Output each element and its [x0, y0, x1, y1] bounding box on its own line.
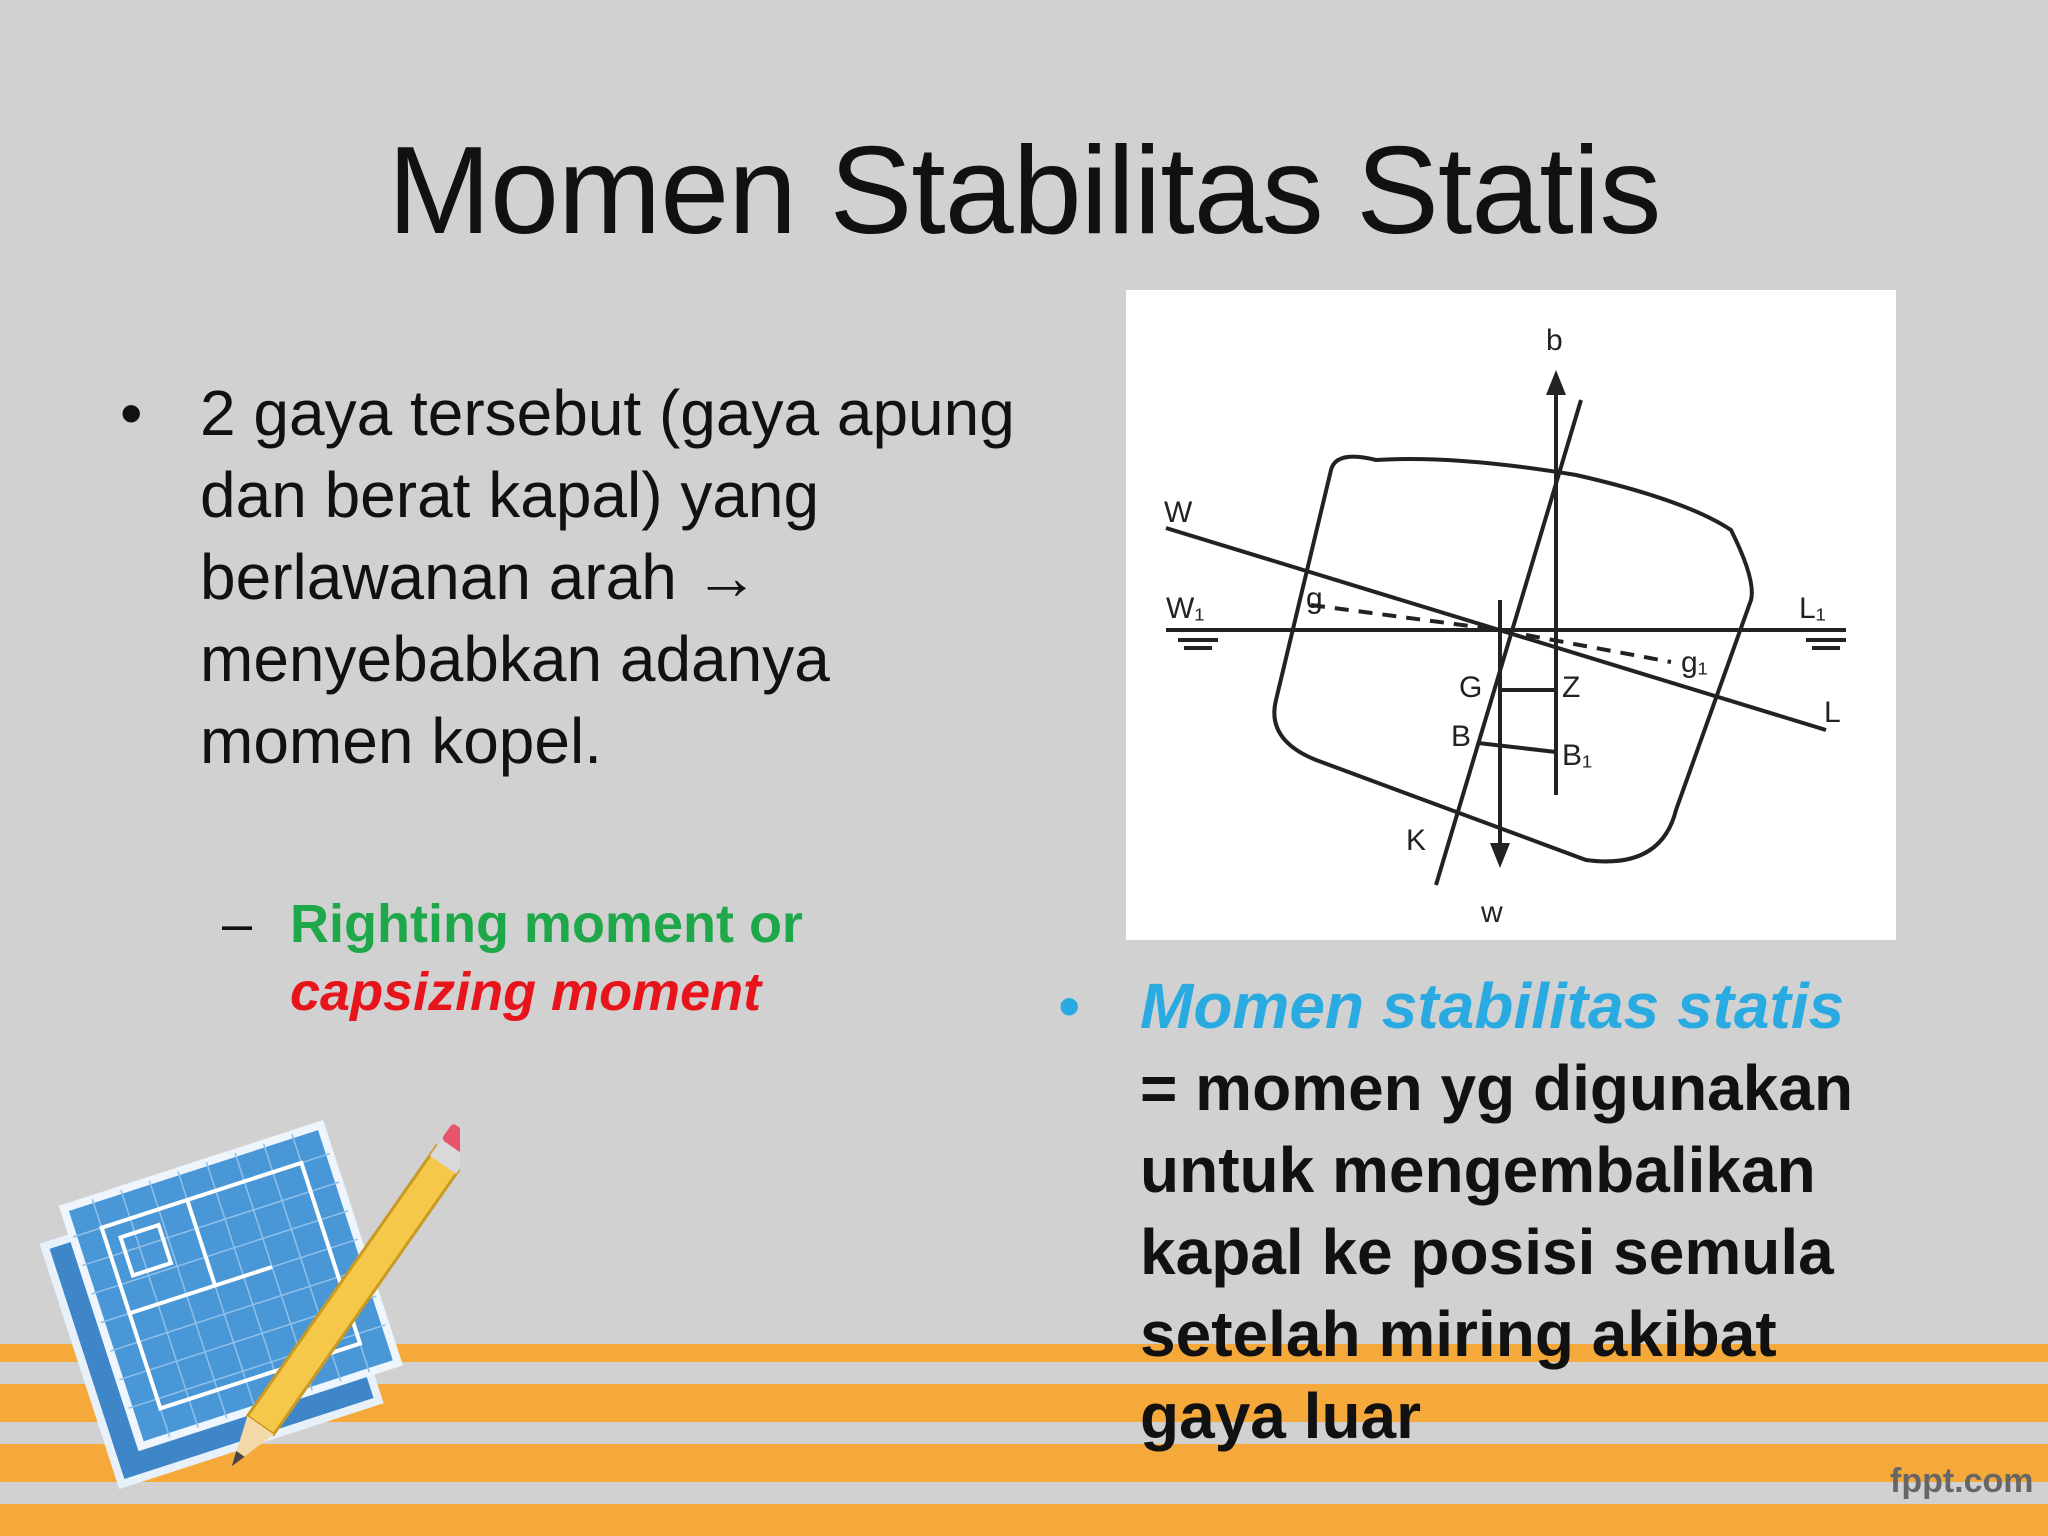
- right-bullet-line: gaya luar: [1140, 1380, 1422, 1452]
- label-W1: W₁: [1166, 592, 1205, 625]
- right-bullet-marker: •: [1058, 970, 1081, 1042]
- stability-diagram-svg: [1126, 290, 1896, 940]
- right-bullet-line: setelah miring akibat: [1140, 1298, 1777, 1370]
- label-b: b: [1546, 324, 1563, 357]
- label-w: w: [1481, 896, 1503, 929]
- blueprint-pencil-illustration: [40, 1110, 460, 1510]
- left-bullet-text: 2 gaya tersebut (gaya apung dan berat kapal) yang berlawanan arah → menyebabkan adanya momen kopel.: [200, 377, 1015, 777]
- righting-moment-text: Righting moment or: [290, 894, 803, 954]
- capsizing-moment-text: capsizing moment: [290, 962, 762, 1022]
- label-W: W: [1164, 496, 1193, 529]
- label-g1: g₁: [1681, 646, 1708, 679]
- label-B1: B₁: [1562, 739, 1593, 772]
- right-bullet-line: = momen yg digunakan: [1140, 1052, 1854, 1124]
- slide-title: Momen Stabilitas Statis: [387, 122, 1661, 260]
- bullet-marker: •: [120, 377, 143, 449]
- label-B: B: [1451, 720, 1472, 753]
- label-L1: L₁: [1799, 592, 1826, 625]
- label-Z: Z: [1562, 671, 1581, 704]
- sub-bullet-marker: –: [222, 894, 253, 954]
- arrow-b: [1546, 370, 1566, 395]
- label-L: L: [1824, 696, 1841, 729]
- right-bullet-line: untuk mengembalikan: [1140, 1134, 1816, 1206]
- label-K: K: [1406, 824, 1427, 857]
- label-g: g: [1306, 582, 1323, 615]
- stability-diagram: [1126, 290, 1896, 940]
- brand-watermark: fppt.com: [1890, 1462, 2034, 1500]
- right-bullet-heading: Momen stabilitas statis: [1140, 970, 1845, 1042]
- label-G: G: [1459, 671, 1483, 704]
- right-bullet-line: kapal ke posisi semula: [1140, 1216, 1834, 1288]
- arrow-w: [1490, 843, 1510, 868]
- right-bullet-body: [1140, 1047, 2040, 1457]
